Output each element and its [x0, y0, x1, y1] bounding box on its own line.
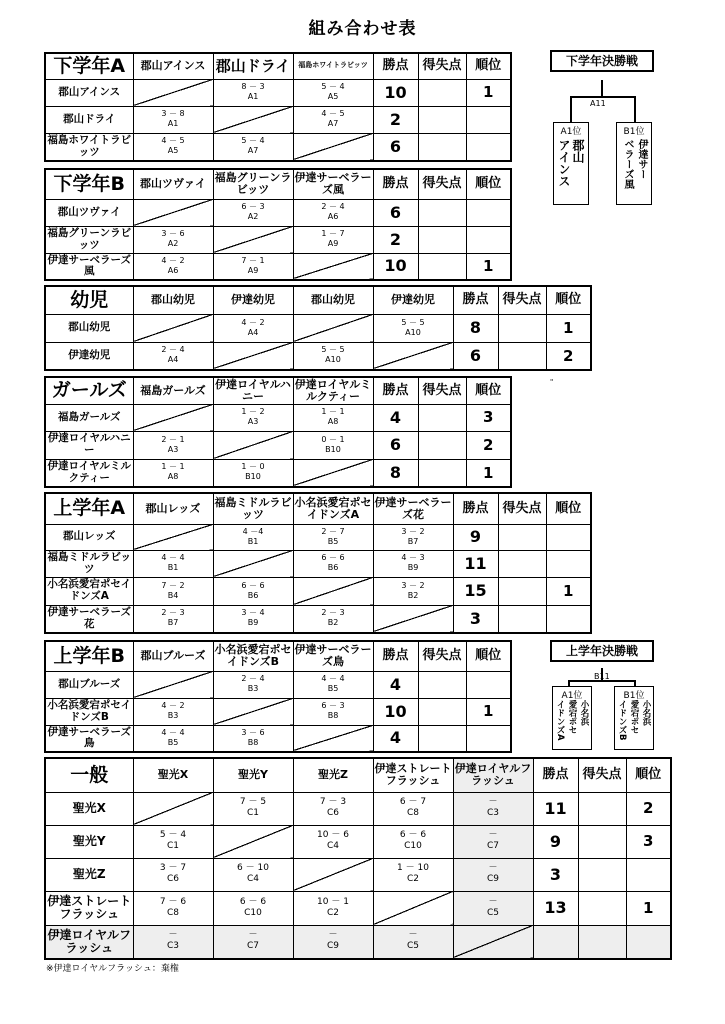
diagonal-cell	[213, 431, 293, 459]
rank-value	[466, 199, 511, 226]
match-cell: 4 －4 B1	[213, 524, 293, 550]
match-cell: 4 － 5 A5	[133, 133, 213, 161]
column-team: 郡山レッズ	[133, 493, 213, 524]
points-header: 勝点	[373, 169, 418, 199]
diff-value	[418, 459, 466, 487]
diff-value	[418, 133, 466, 161]
row-team: 福島ホワイトラビッツ	[45, 133, 133, 161]
points-value: 2	[373, 106, 418, 133]
points-value: 8	[373, 459, 418, 487]
rank-value: 1	[466, 459, 511, 487]
match-cell: 5 － 5 A10	[373, 314, 453, 342]
column-team: 伊達ロイヤルミルクティー	[294, 377, 372, 403]
diff-value	[498, 605, 546, 633]
league-table	[44, 376, 512, 488]
diagonal-cell	[293, 459, 373, 487]
bracket-team-box	[616, 122, 652, 205]
row-team: 福島ガールズ	[45, 404, 133, 431]
diagonal-cell	[213, 106, 293, 133]
row-team: 伊達ロイヤルミルクティー	[45, 459, 133, 487]
diagonal-cell	[133, 524, 213, 550]
match-cell: 10 － 1 C2	[293, 891, 373, 925]
diff-header: 得失点	[418, 169, 466, 199]
match-cell: 1 － 1 A8	[293, 404, 373, 431]
group-name: 下学年A	[45, 53, 133, 79]
match-cell: 4 － 4 B5	[293, 671, 373, 698]
match-cell: 2 － 7 B5	[293, 524, 373, 550]
diagonal-cell	[293, 253, 373, 280]
match-cell: － C7	[453, 825, 533, 858]
group-girls	[44, 376, 512, 488]
row-team: 伊達ロイヤルフラッシュ	[45, 925, 133, 959]
page-title: 組み合わせ表	[308, 19, 417, 39]
row-team: 郡山ブルーズ	[45, 671, 133, 698]
bracket-title: 下学年決勝戦	[550, 50, 654, 72]
column-team: 福島ホワイトラビッツ	[293, 53, 373, 79]
match-cell: 2 － 1 A3	[133, 431, 213, 459]
points-header: 勝点	[453, 493, 498, 524]
row-team: 郡山ツヴァイ	[45, 199, 133, 226]
match-cell: 7 － 2 B4	[133, 577, 213, 605]
match-cell: 3 － 4 B9	[213, 605, 293, 633]
match-cell: 2 － 4 A4	[133, 342, 213, 370]
rank-header: 順位	[466, 641, 511, 671]
match-cell: 2 － 4 B3	[213, 671, 293, 698]
bracket-team-name: アインス	[557, 139, 571, 187]
bracket-seed-label: B1位	[623, 691, 645, 701]
bracket-title: 上学年決勝戦	[550, 640, 654, 662]
match-cell: 2 － 3 B2	[293, 605, 373, 633]
group-name: 下学年B	[45, 169, 133, 199]
match-cell: 5 － 4 C1	[133, 825, 213, 858]
diff-value	[418, 79, 466, 106]
column-team: 聖光X	[133, 758, 213, 792]
row-team: 伊達幼児	[45, 342, 133, 370]
bracket-team-name: イドンズA	[555, 700, 565, 741]
diff-value	[418, 725, 466, 752]
column-team: 伊達サーベラーズ花	[373, 493, 453, 524]
points-header: 勝点	[373, 377, 418, 404]
points-value: 3	[453, 605, 498, 633]
group-lower-a	[44, 52, 512, 162]
row-team: 郡山ドライ	[45, 106, 133, 133]
row-team: 伊達ロイヤルハニー	[45, 431, 133, 459]
group-infant	[44, 285, 592, 371]
group-upper-a	[44, 492, 592, 634]
points-value: 10	[373, 698, 418, 725]
bracket-team-name: 伊達サー	[636, 139, 647, 179]
match-cell: 6 － 6 B6	[293, 550, 373, 577]
bracket-line	[634, 96, 636, 122]
rank-value	[466, 725, 511, 752]
diagonal-cell	[373, 342, 453, 370]
column-team: 聖光Z	[293, 758, 373, 792]
match-cell: － C9	[293, 925, 373, 959]
match-cell: 5 － 5 A10	[293, 342, 373, 370]
points-value: 13	[533, 891, 578, 925]
match-cell: 4 － 4 B1	[133, 550, 213, 577]
match-cell: 3 － 7 C6	[133, 858, 213, 891]
column-team: 福島ミドルラビッツ	[213, 493, 293, 524]
diff-value	[498, 577, 546, 605]
column-team: 伊達ロイヤルフラッシュ	[453, 758, 533, 792]
match-cell: 3 － 2 B2	[373, 577, 453, 605]
points-header: 勝点	[373, 641, 418, 671]
rank-value: 1	[546, 577, 591, 605]
column-team: 福島グリーンラビッツ	[213, 169, 293, 199]
rank-header: 順位	[466, 169, 511, 199]
match-cell: 7 － 5 C1	[213, 792, 293, 825]
points-value: 9	[533, 825, 578, 858]
diff-value	[418, 199, 466, 226]
rank-value	[466, 106, 511, 133]
diagonal-cell	[293, 577, 373, 605]
points-value: 2	[373, 226, 418, 253]
diff-value	[418, 106, 466, 133]
match-cell: 1 － 10 C2	[373, 858, 453, 891]
match-cell: 3 － 8 A1	[133, 106, 213, 133]
league-table	[44, 52, 512, 162]
diagonal-cell	[133, 199, 213, 226]
group-upper-b	[44, 640, 512, 753]
bracket-team-box	[552, 686, 592, 750]
match-cell: 1 － 7 A9	[293, 226, 373, 253]
diff-value	[498, 550, 546, 577]
rank-value: 1	[466, 698, 511, 725]
group-lower-b	[44, 168, 512, 281]
row-team: 小名浜愛宕ポセイドンズB	[45, 698, 133, 725]
rank-value: 2	[546, 342, 591, 370]
diagonal-cell	[293, 133, 373, 161]
match-cell: 0 － 1 B10	[293, 431, 373, 459]
group-name: 上学年B	[45, 641, 133, 671]
column-team: 福島ガールズ	[133, 377, 213, 404]
diagonal-cell	[213, 698, 293, 725]
column-team: 小名浜愛宕ポセイドンズB	[213, 641, 293, 671]
column-team: 伊達幼児	[213, 286, 293, 314]
bracket-team-box	[614, 686, 654, 750]
rank-value: 3	[466, 404, 511, 431]
match-cell: 5 － 4 A5	[293, 79, 373, 106]
row-team: 聖光Z	[45, 858, 133, 891]
rank-value: 1	[546, 314, 591, 342]
diagonal-cell	[293, 314, 373, 342]
match-cell: 10 － 6 C4	[293, 825, 373, 858]
diff-value	[498, 524, 546, 550]
rank-header: 順位	[466, 53, 511, 79]
match-cell: 8 － 3 A1	[213, 79, 293, 106]
match-cell: 7 － 1 A9	[213, 253, 293, 280]
league-table	[44, 168, 512, 281]
diff-value	[418, 671, 466, 698]
diff-value	[498, 342, 546, 370]
diff-value	[578, 825, 626, 858]
points-value: 8	[453, 314, 498, 342]
bracket-game-id: A11	[590, 99, 606, 108]
group-name: 一般	[45, 758, 133, 792]
rank-header: 順位	[546, 286, 591, 314]
match-cell: 4 － 2 A6	[133, 253, 213, 280]
diff-value	[578, 792, 626, 825]
match-cell: 6 － 3 A2	[213, 199, 293, 226]
row-team: 伊達サーベラーズ花	[45, 605, 133, 633]
points-value: 4	[373, 671, 418, 698]
diagonal-cell	[133, 314, 213, 342]
rank-value	[466, 671, 511, 698]
stray-mark: "	[550, 378, 554, 386]
match-cell: 7 － 6 C8	[133, 891, 213, 925]
diagonal-cell	[373, 605, 453, 633]
diff-value	[578, 925, 626, 959]
column-team: 伊達サーベラーズ風	[293, 169, 373, 199]
match-cell: 6 － 6 C10	[213, 891, 293, 925]
diff-value	[418, 404, 466, 431]
match-cell: 6 － 6 C10	[373, 825, 453, 858]
bracket-team-name: 小名浜	[579, 700, 589, 726]
match-cell: 2 － 3 B7	[133, 605, 213, 633]
points-value: 4	[373, 725, 418, 752]
points-value: 6	[373, 431, 418, 459]
bracket-line	[570, 96, 572, 122]
points-value: 10	[373, 79, 418, 106]
rank-header: 順位	[626, 758, 671, 792]
row-team: 聖光X	[45, 792, 133, 825]
rank-value	[466, 226, 511, 253]
league-table	[44, 757, 672, 960]
column-team: 聖光Y	[213, 758, 293, 792]
column-team: 伊達サーベラーズ鳥	[293, 641, 373, 671]
match-cell: － C9	[453, 858, 533, 891]
rank-value	[546, 524, 591, 550]
bracket-line	[601, 80, 603, 96]
points-header: 勝点	[533, 758, 578, 792]
row-team: 伊達ストレートフラッシュ	[45, 891, 133, 925]
diagonal-cell	[213, 226, 293, 253]
match-cell: 4 － 2 B3	[133, 698, 213, 725]
diff-header: 得失点	[498, 286, 546, 314]
match-cell: － C3	[133, 925, 213, 959]
row-team: 伊達サーベラーズ鳥	[45, 725, 133, 752]
rank-value: 3	[626, 825, 671, 858]
match-cell: 3 － 2 B7	[373, 524, 453, 550]
row-team: 郡山幼児	[45, 314, 133, 342]
rank-header: 順位	[546, 493, 591, 524]
diff-value	[578, 858, 626, 891]
group-name: ガールズ	[45, 377, 133, 404]
diff-value	[418, 226, 466, 253]
row-team: 小名浜愛宕ポセイドンズA	[45, 577, 133, 605]
diff-value	[578, 891, 626, 925]
match-cell: － C5	[453, 891, 533, 925]
column-team: 郡山アインス	[133, 53, 213, 79]
row-team: 聖光Y	[45, 825, 133, 858]
footnote: ※伊達ロイヤルフラッシュ：棄権	[46, 964, 179, 974]
row-team: 伊達サーベラーズ風	[45, 253, 133, 280]
diagonal-cell	[213, 342, 293, 370]
diagonal-cell	[213, 550, 293, 577]
row-team: 郡山アインス	[45, 79, 133, 106]
diagonal-cell	[373, 891, 453, 925]
match-cell: 6 － 10 C4	[213, 858, 293, 891]
bracket-team-box	[553, 122, 589, 205]
row-team: 福島ミドルラビッツ	[45, 550, 133, 577]
points-value: 15	[453, 577, 498, 605]
bracket-team-name: 小名浜	[641, 700, 651, 726]
diff-value	[418, 698, 466, 725]
league-table	[44, 640, 512, 753]
diagonal-cell	[133, 671, 213, 698]
match-cell: 6 － 3 B8	[293, 698, 373, 725]
rank-value	[546, 605, 591, 633]
diff-header: 得失点	[418, 377, 466, 404]
match-cell: 5 － 4 A7	[213, 133, 293, 161]
bracket-game-id: B11	[594, 672, 610, 681]
match-cell: 3 － 6 B8	[213, 725, 293, 752]
match-cell: 1 － 1 A8	[133, 459, 213, 487]
diagonal-cell	[213, 825, 293, 858]
diff-header: 得失点	[578, 758, 626, 792]
bracket-line	[570, 96, 634, 98]
points-value: 6	[453, 342, 498, 370]
diff-header: 得失点	[418, 641, 466, 671]
match-cell: 2 － 4 A6	[293, 199, 373, 226]
upper-final-bracket	[548, 640, 658, 755]
points-value: 3	[533, 858, 578, 891]
diagonal-cell	[133, 404, 213, 431]
points-value: 11	[533, 792, 578, 825]
column-team: 伊達ストレートフラッシュ	[373, 758, 453, 792]
points-value: 4	[373, 404, 418, 431]
league-table	[44, 285, 592, 371]
match-cell: － C5	[373, 925, 453, 959]
match-cell: 1 － 0 B10	[213, 459, 293, 487]
diagonal-cell	[293, 725, 373, 752]
column-team: 郡山ブルーズ	[133, 641, 213, 671]
points-value: 11	[453, 550, 498, 577]
match-cell: 3 － 6 A2	[133, 226, 213, 253]
match-cell: 4 － 4 B5	[133, 725, 213, 752]
group-name: 上学年A	[45, 493, 133, 524]
diff-header: 得失点	[418, 53, 466, 79]
column-team: 郡山幼児	[133, 286, 213, 314]
group-general	[44, 757, 672, 960]
match-cell: 6 － 6 B6	[213, 577, 293, 605]
points-value: 10	[373, 253, 418, 280]
diff-value	[498, 314, 546, 342]
bracket-team-name: 愛宕ポセ	[567, 700, 577, 734]
column-team: 伊達幼児	[373, 286, 453, 314]
bracket-team-name: 愛宕ポセ	[629, 700, 639, 734]
points-header: 勝点	[373, 53, 418, 79]
rank-value: 2	[466, 431, 511, 459]
column-team: 小名浜愛宕ポセイドンズA	[293, 493, 373, 524]
diagonal-cell	[133, 792, 213, 825]
points-value: 6	[373, 199, 418, 226]
match-cell: 4 － 5 A7	[293, 106, 373, 133]
match-cell: 4 － 2 A4	[213, 314, 293, 342]
match-cell: 6 － 7 C8	[373, 792, 453, 825]
points-value	[533, 925, 578, 959]
rank-value	[626, 925, 671, 959]
column-team: 郡山ドライ	[213, 53, 293, 79]
diagonal-cell	[133, 79, 213, 106]
match-cell: － C7	[213, 925, 293, 959]
column-team: 郡山幼児	[293, 286, 373, 314]
lower-final-bracket	[548, 50, 658, 210]
column-team: 郡山ツヴァイ	[133, 169, 213, 199]
rank-value: 2	[626, 792, 671, 825]
group-name: 幼児	[45, 286, 133, 314]
rank-value: 1	[466, 253, 511, 280]
points-value: 9	[453, 524, 498, 550]
rank-header: 順位	[466, 377, 511, 404]
diagonal-cell	[293, 858, 373, 891]
points-header: 勝点	[453, 286, 498, 314]
diff-value	[418, 431, 466, 459]
rank-value	[546, 550, 591, 577]
bracket-team-name: 郡山	[571, 139, 585, 163]
diff-header: 得失点	[498, 493, 546, 524]
bracket-team-name: イドンズB	[617, 700, 627, 741]
rank-value	[466, 133, 511, 161]
bracket-seed-label: A1位	[560, 127, 582, 137]
row-team: 福島グリーンラビッツ	[45, 226, 133, 253]
league-table	[44, 492, 592, 634]
match-cell: 4 － 3 B9	[373, 550, 453, 577]
row-team: 郡山レッズ	[45, 524, 133, 550]
bracket-team-name: ベラーズ風	[622, 139, 633, 189]
rank-value: 1	[466, 79, 511, 106]
points-value: 6	[373, 133, 418, 161]
match-cell: － C3	[453, 792, 533, 825]
match-cell: 7 － 3 C6	[293, 792, 373, 825]
diff-value	[418, 253, 466, 280]
rank-value: 1	[626, 891, 671, 925]
diagonal-cell	[453, 925, 533, 959]
match-cell: 1 － 2 A3	[213, 404, 293, 431]
bracket-seed-label: A1位	[561, 691, 583, 701]
column-team: 伊達ロイヤルハニー	[213, 377, 293, 404]
bracket-seed-label: B1位	[623, 127, 645, 137]
rank-value	[626, 858, 671, 891]
